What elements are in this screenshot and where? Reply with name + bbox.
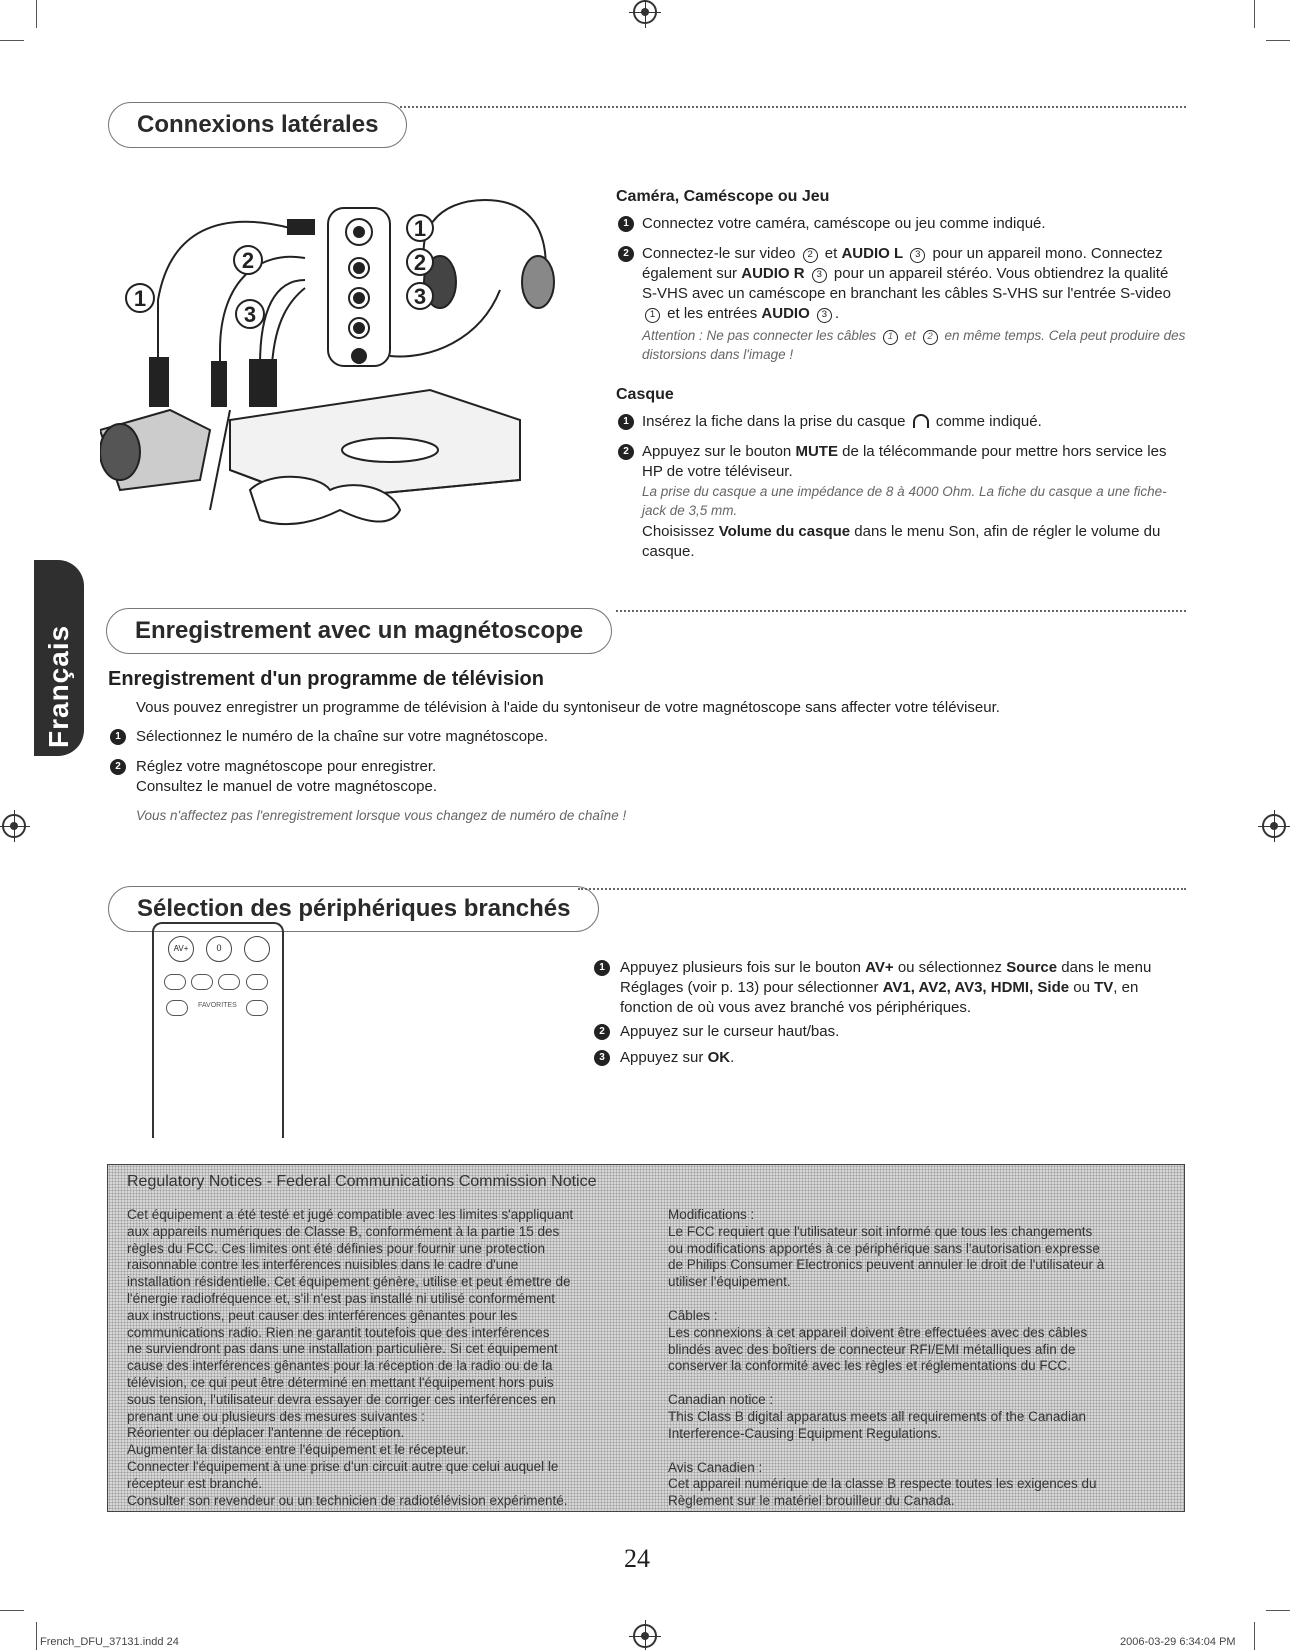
circled-1: 1 bbox=[883, 330, 898, 345]
camera-note: Attention : Ne pas connecter les câbles 1 et 2 en même temps. Cela peut produire des distorsions dans l'image ! bbox=[642, 328, 1186, 362]
crop-mark bbox=[36, 0, 37, 28]
language-tab-label: Français bbox=[43, 624, 74, 748]
enregistrement-step1: Sélectionnez le numéro de la chaîne sur votre magnétoscope. bbox=[136, 728, 548, 745]
remote-favorites-label: FAVORITES bbox=[198, 1002, 237, 1009]
registration-mark-icon bbox=[2, 814, 26, 838]
casque-heading: Casque bbox=[616, 386, 674, 403]
selection-step3: Appuyez sur OK. bbox=[620, 1049, 735, 1066]
step-number-1: 1 bbox=[618, 414, 634, 430]
camera-step2: Connectez-le sur video 2 et AUDIO L 3 pour un appareil mono. Connectez également sur AUDIO R 3 pour un appareil stéréo. Vous obtiendrez la qualité S-VHS avec un caméscope en branchant les câbles S-VHS sur l'entrée S-video 1 et les entrées AUDIO 3 . bbox=[642, 245, 1171, 322]
casque-step1: Insérez la fiche dans la prise du casque comme indiqué. bbox=[642, 413, 1042, 430]
panel-label-2: 2 bbox=[413, 250, 427, 275]
section-title-enregistrement: Enregistrement avec un magnétoscope bbox=[106, 608, 612, 654]
headphone-icon bbox=[913, 414, 929, 428]
circled-3: 3 bbox=[812, 268, 827, 283]
regulatory-left-column: Cet équipement a été testé et jugé compatible avec les limites s'appliquant aux appareils numériques de Classe B, conformément à la partie 15 des règles du FCC. Ces limites ont été définies pour fournir une protection raisonnable contre les interférences nuisibles dans le cadre d'une installation résidentielle. Cet équipement génère, utilise et peut émettre de l'énergie radiofréquence et, s'il n'est pas installé ni utilisé conformément aux instructions, peut causer des interférences gênantes pour les communications radio. Rien ne garantit toutefois que des interférences ne surviendront pas dans une installation particulière. Si cet équipement cause des interférences gênantes pour la réception de la radio ou de la télévision, ce qui peut être déterminé en mettant l'équipement hors puis sous tension, l'utilisateur devra essayer de corriger ces interférences en prenant une ou plusieurs des mesures suivantes : Réorienter ou déplacer l'antenne de réception. Augmenter la distance entre l'équipement et le récepteur. Connecter l'équipement à une prise d'un circuit autre que celui auquel le récepteur est branché. Consulter son revendeur ou un technicien de radiotélévision expérimenté. bbox=[127, 1207, 574, 1508]
step-number-1: 1 bbox=[594, 960, 610, 976]
registration-mark-icon bbox=[633, 1624, 657, 1648]
enregistrement-note: Vous n'affectez pas l'enregistrement lorsque vous changez de numéro de chaîne ! bbox=[136, 808, 627, 823]
step-number-2: 2 bbox=[594, 1024, 610, 1040]
section-divider bbox=[616, 610, 1186, 612]
camera-heading: Caméra, Caméscope ou Jeu bbox=[616, 188, 830, 205]
remote-button bbox=[191, 974, 213, 990]
circled-2: 2 bbox=[803, 248, 818, 263]
section-title-connexions: Connexions latérales bbox=[108, 102, 407, 148]
crop-mark bbox=[1266, 1610, 1290, 1611]
side-connections-illustration bbox=[100, 190, 620, 570]
remote-button-0: 0 bbox=[206, 936, 232, 962]
circled-2: 2 bbox=[923, 330, 938, 345]
crop-mark bbox=[36, 1622, 37, 1650]
casque-step2: Appuyez sur le bouton MUTE de la télécommande pour mettre hors service les HP de votre téléviseur. bbox=[642, 443, 1167, 480]
circled-3: 3 bbox=[910, 248, 925, 263]
enregistrement-intro: Vous pouvez enregistrer un programme de télévision à l'aide du syntoniseur de votre magnétoscope sans affecter votre téléviseur. bbox=[136, 699, 1000, 716]
crop-mark bbox=[0, 1610, 24, 1611]
footer-file: French_DFU_37131.indd 24 bbox=[40, 1636, 179, 1648]
circled-3: 3 bbox=[817, 308, 832, 323]
section-title-selection: Sélection des périphériques branchés bbox=[108, 886, 599, 932]
enregistrement-step2: Réglez votre magnétoscope pour enregistrer. Consultez le manuel de votre magnétoscope. bbox=[136, 758, 438, 795]
step-number-2: 2 bbox=[618, 246, 634, 262]
footer-date: 2006-03-29 6:34:04 PM bbox=[1120, 1636, 1236, 1648]
remote-button-row bbox=[164, 974, 272, 992]
cable-label-1: 1 bbox=[133, 286, 147, 311]
selection-step2: Appuyez sur le curseur haut/bas. bbox=[620, 1023, 840, 1040]
remote-button-circle bbox=[244, 936, 270, 962]
cable-label-3: 3 bbox=[243, 302, 257, 327]
panel-label-3: 3 bbox=[413, 284, 427, 309]
panel-label-1: 1 bbox=[413, 216, 427, 241]
enregistrement-subheading: Enregistrement d'un programme de télévision bbox=[108, 668, 544, 690]
remote-button bbox=[164, 974, 186, 990]
circled-1: 1 bbox=[645, 308, 660, 323]
step-number-1: 1 bbox=[110, 729, 126, 745]
remote-button-left bbox=[166, 1000, 188, 1016]
section-divider bbox=[400, 106, 1186, 108]
registration-mark-icon bbox=[633, 0, 657, 24]
crop-mark bbox=[1254, 0, 1255, 28]
crop-mark bbox=[1254, 1622, 1255, 1650]
casque-note: La prise du casque a une impédance de 8 à 4000 Ohm. La fiche du casque a une fiche-jack de 3,5 mm. bbox=[642, 484, 1167, 518]
selection-step1: Appuyez plusieurs fois sur le bouton AV+ ou sélectionnez Source dans le menu Réglages (voir p. 13) pour sélectionner AV1, AV2, AV3, HDMI, Side ou TV, en fonction de où vous avez branché vos périphériques. bbox=[620, 959, 1152, 1016]
cable-label-2: 2 bbox=[241, 248, 255, 273]
crop-mark bbox=[1266, 40, 1290, 41]
step-number-3: 3 bbox=[594, 1050, 610, 1066]
step-number-2: 2 bbox=[110, 759, 126, 775]
page-number: 24 bbox=[624, 1544, 650, 1573]
language-tab bbox=[34, 560, 84, 756]
camera-step1: Connectez votre caméra, caméscope ou jeu comme indiqué. bbox=[642, 215, 1046, 232]
step-number-2: 2 bbox=[618, 444, 634, 460]
casque-extra: Choisissez Volume du casque dans le menu Son, afin de régler le volume du casque. bbox=[642, 523, 1161, 560]
registration-mark-icon bbox=[1262, 814, 1286, 838]
regulatory-title: Regulatory Notices - Federal Communications Commission Notice bbox=[127, 1173, 597, 1190]
remote-button bbox=[218, 974, 240, 990]
crop-mark bbox=[0, 40, 24, 41]
remote-button-right bbox=[246, 1000, 268, 1016]
step-number-1: 1 bbox=[618, 216, 634, 232]
regulatory-notice-box bbox=[107, 1164, 1185, 1512]
regulatory-right-column: Modifications : Le FCC requiert que l'utilisateur soit informé que tous les changements ou modifications apportés à ce périphérique sans l'autorisation expresse de Philips Consumer Electronics peuvent annuler le droit de l'utilisateur à utiliser l'équipement. Câbles : Les connexions à cet appareil doivent être effectuées avec des câbles blindés avec des boîtiers de connecteur RFI/EMI métalliques afin de conserver la conformité avec les règles et réglementations du FCC. Canadian notice : This Class B digital apparatus meets all requirements of the Canadian Interference-Causing Equipment Regulations. Avis Canadien : Cet appareil numérique de la classe B respecte toutes les exigences du Règlement sur le matériel brouilleur du Canada. bbox=[668, 1207, 1105, 1509]
remote-button bbox=[246, 974, 268, 990]
remote-button-av: AV+ bbox=[168, 936, 194, 962]
section-divider bbox=[578, 888, 1186, 890]
